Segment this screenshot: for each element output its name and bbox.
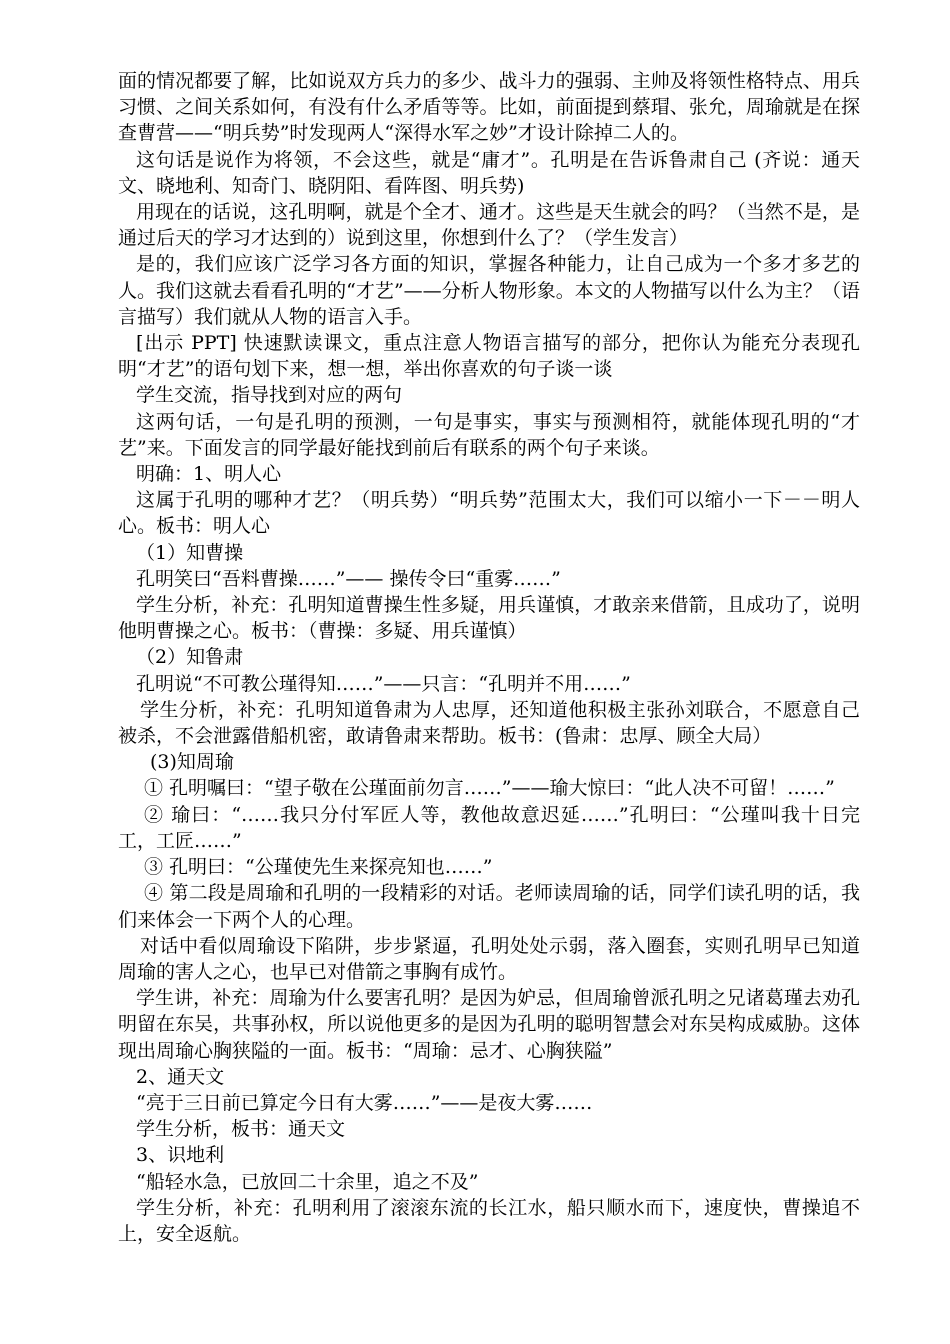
paragraph: “亮于三日前已算定今日有大雾……”——是夜大雾…… [136, 1091, 593, 1114]
paragraph: ① 孔明嘱曰：“望子敬在公瑾面前勿言……”——瑜大惊曰：“此人决不可留！……” [144, 777, 835, 800]
paragraph: 学生分析，补充：孔明利用了滚滚东流的长江水，船只顺水而下，速度快，曹操追不上，安全返航。 [118, 1196, 860, 1245]
paragraph: ④ 第二段是周瑜和孔明的一段精彩的对话。老师读周瑜的话，同学们读孔明的话，我们来体会一下两个人的心理。 [118, 882, 860, 931]
paragraph: 对话中看似周瑜设下陷阱，步步紧逼，孔明处处示弱，落入圈套，实则孔明早已知道周瑜的害人之心，也早已对借箭之事胸有成竹。 [118, 934, 860, 983]
paragraph: 学生分析，板书：通天文 [136, 1118, 346, 1141]
section-heading: 2、通天文 [136, 1065, 225, 1088]
paragraph: 孔明说“不可教公瑾得知……”——只言：“孔明并不用……” [136, 672, 631, 695]
document-body [118, 68, 860, 1247]
paragraph: ② 瑜曰：“……我只分付军匠人等，教他故意迟延……”孔明曰：“公瑾叫我十日完工，工匠……” [118, 803, 860, 852]
paragraph: 学生讲，补充：周瑜为什么要害孔明？是因为妒忌，但周瑜曾派孔明之兄诸葛瑾去劝孔明留在东吴，共事孙权，所以说他更多的是因为孔明的聪明智慧会对东吴构成威胁。这体现出周瑜心胸狭隘的一面。板书：“周瑜：忌才、心胸狭隘” [118, 987, 860, 1062]
paragraph: 这属于孔明的哪种才艺？（明兵势）“明兵势”范围太大，我们可以缩小一下－－明人心。板书：明人心 [118, 489, 860, 538]
section-heading: 3、识地利 [136, 1144, 225, 1167]
paragraph: 这句话是说作为将领，不会这些，就是“庸才”。孔明是在告诉鲁肃自己 (齐说：通天文、晓地利、知奇门、晓阴阳、看阵图、明兵势) [118, 148, 860, 197]
paragraph: 学生分析，补充：孔明知道鲁肃为人忠厚，还知道他积极主张孙刘联合，不愿意自己被杀，不会泄露借船机密，敢请鲁肃来帮助。板书：(鲁肃：忠厚、顾全大局） [118, 698, 860, 748]
subsection-heading: （2）知鲁肃 [136, 646, 244, 669]
subsection-heading: (3)知周瑜 [150, 751, 234, 774]
subsection-heading: （1）知曹操 [136, 541, 244, 564]
paragraph: 学生交流，指导找到对应的两句 [136, 384, 403, 407]
paragraph: 孔明笑曰“吾料曹操……”—— 操传令曰“重雾……” [136, 567, 561, 590]
paragraph: 面的情况都要了解，比如说双方兵力的多少、战斗力的强弱、主帅及将领性格特点、用兵习惯、之间关系如何，有没有什么矛盾等等。比如，前面提到蔡瑁、张允，周瑜就是在探查曹营——“明兵势”时发现两人“深得水军之妙”才设计除掉二人的。 [118, 70, 860, 145]
paragraph: 这两句话，一句是孔明的预测，一句是事实，事实与预测相符，就能体现孔明的“才艺”来。下面发言的同学最好能找到前后有联系的两个句子来谈。 [118, 410, 860, 459]
paragraph: “船轻水急，已放回二十余里，追之不及” [136, 1170, 479, 1193]
paragraph: 是的，我们应该广泛学习各方面的知识，掌握各种能力，让自己成为一个多才多艺的人。我们这就去看看孔明的“才艺”——分析人物形象。本文的人物描写以什么为主？（语言描写）我们就从人物的语言入手。 [118, 253, 860, 328]
paragraph: [出示 PPT] 快速默读课文，重点注意人物语言描写的部分，把你认为能充分表现孔明“才艺”的语句划下来，想一想，举出你喜欢的句子谈一谈 [118, 332, 860, 381]
paragraph: 学生分析，补充：孔明知道曹操生性多疑，用兵谨慎，才敢亲来借箭，且成功了，说明他明曹操之心。板书：（曹操：多疑、用兵谨慎） [118, 594, 860, 643]
section-heading: 明确：1、明人心 [136, 463, 282, 486]
paragraph: ③ 孔明曰：“公瑾使先生来探亮知也……” [144, 856, 493, 879]
paragraph: 用现在的话说，这孔明啊，就是个全才、通才。这些是天生就会的吗？（当然不是，是通过后天的学习才达到的）说到这里，你想到什么了？（学生发言） [118, 201, 860, 250]
